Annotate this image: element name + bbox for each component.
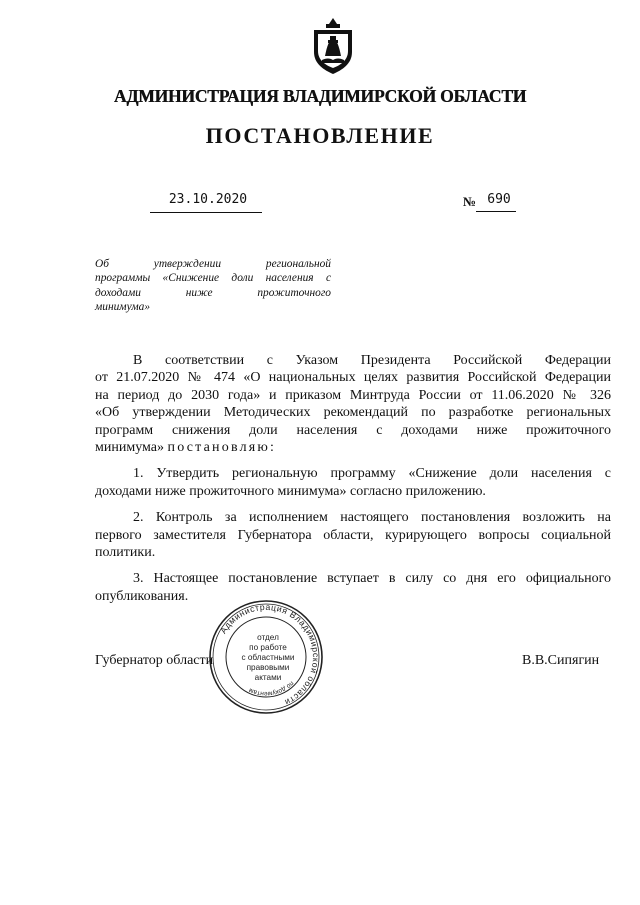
organization-title: АДМИНИСТРАЦИЯ ВЛАДИМИРСКОЙ ОБЛАСТИ [113,86,527,106]
paragraph-line: первого заместителя Губернатора области, курирующего вопросы социальной [95,527,611,543]
paragraph-line [95,439,611,456]
subject-line: минимума» [95,301,151,314]
document-body [95,352,611,614]
signatory-role: Губернатор области [95,653,214,668]
preamble-paragraph [95,352,611,456]
item-paragraph-3 [95,570,611,605]
paragraph-line: 3. Настоящее постановление вступает в силу со дня его официального [133,571,611,587]
signatory-name: В.В.Сипягин [522,653,600,668]
paragraph-line: 2. Контроль за исполнением настоящего постановления возложить на [133,510,611,526]
number-underline [476,211,516,212]
stamp-line: с областными [241,653,295,662]
resolution-keyword: постановляю: [167,440,277,456]
paragraph-line: на период до 2030 года» и приказом Минтруда России от 11.06.2020 № 326 [95,387,611,403]
subject-line: Об утверждении региональной [95,258,331,270]
stamp-inner-ring-text: по документам [247,679,296,698]
paragraph-line: 1. Утвердить региональную программу «Снижение доли населения с [133,466,611,482]
document-subject [95,257,331,315]
subject-line: доходами ниже прожиточного [95,286,331,299]
subject-line: программы «Снижение доли населения с [95,272,331,285]
document-number: 690 [487,192,511,207]
paragraph-line: В соответствии с Указом Президента Российской Федерации [133,353,611,368]
stamp-line: по работе [249,643,287,652]
stamp-ring-text: Администрация Владимирской области [217,601,322,708]
document-type-title: ПОСТАНОВЛЕНИЕ [205,123,435,148]
coat-of-arms-icon [308,16,358,76]
item-paragraph-1 [95,465,611,500]
paragraph-line: доходами ниже прожиточного минимума» согласно приложению. [95,483,486,499]
stamp-line: актами [254,673,282,682]
paragraph-line: опубликования. [95,588,189,604]
paragraph-line: программ снижения доли населения с доходами ниже прожиточного [95,422,611,438]
stamp-center-text [238,633,298,683]
date-underline [150,212,262,213]
paragraph-line: от 21.07.2020 № 474 «О национальных целях развития Российской Федерации [95,370,611,386]
item-paragraph-2 [95,509,611,561]
preamble-last-line-start: минимума» [95,440,164,456]
stamp-line: правовыми [246,663,290,672]
document-date: 23.10.2020 [168,192,248,207]
paragraph-line: политики. [95,545,156,561]
paragraph-line: «Об утверждении Методических рекомендаций по разработке региональных [95,405,611,421]
stamp-line: отдел [257,633,279,642]
number-label: № [463,194,477,209]
